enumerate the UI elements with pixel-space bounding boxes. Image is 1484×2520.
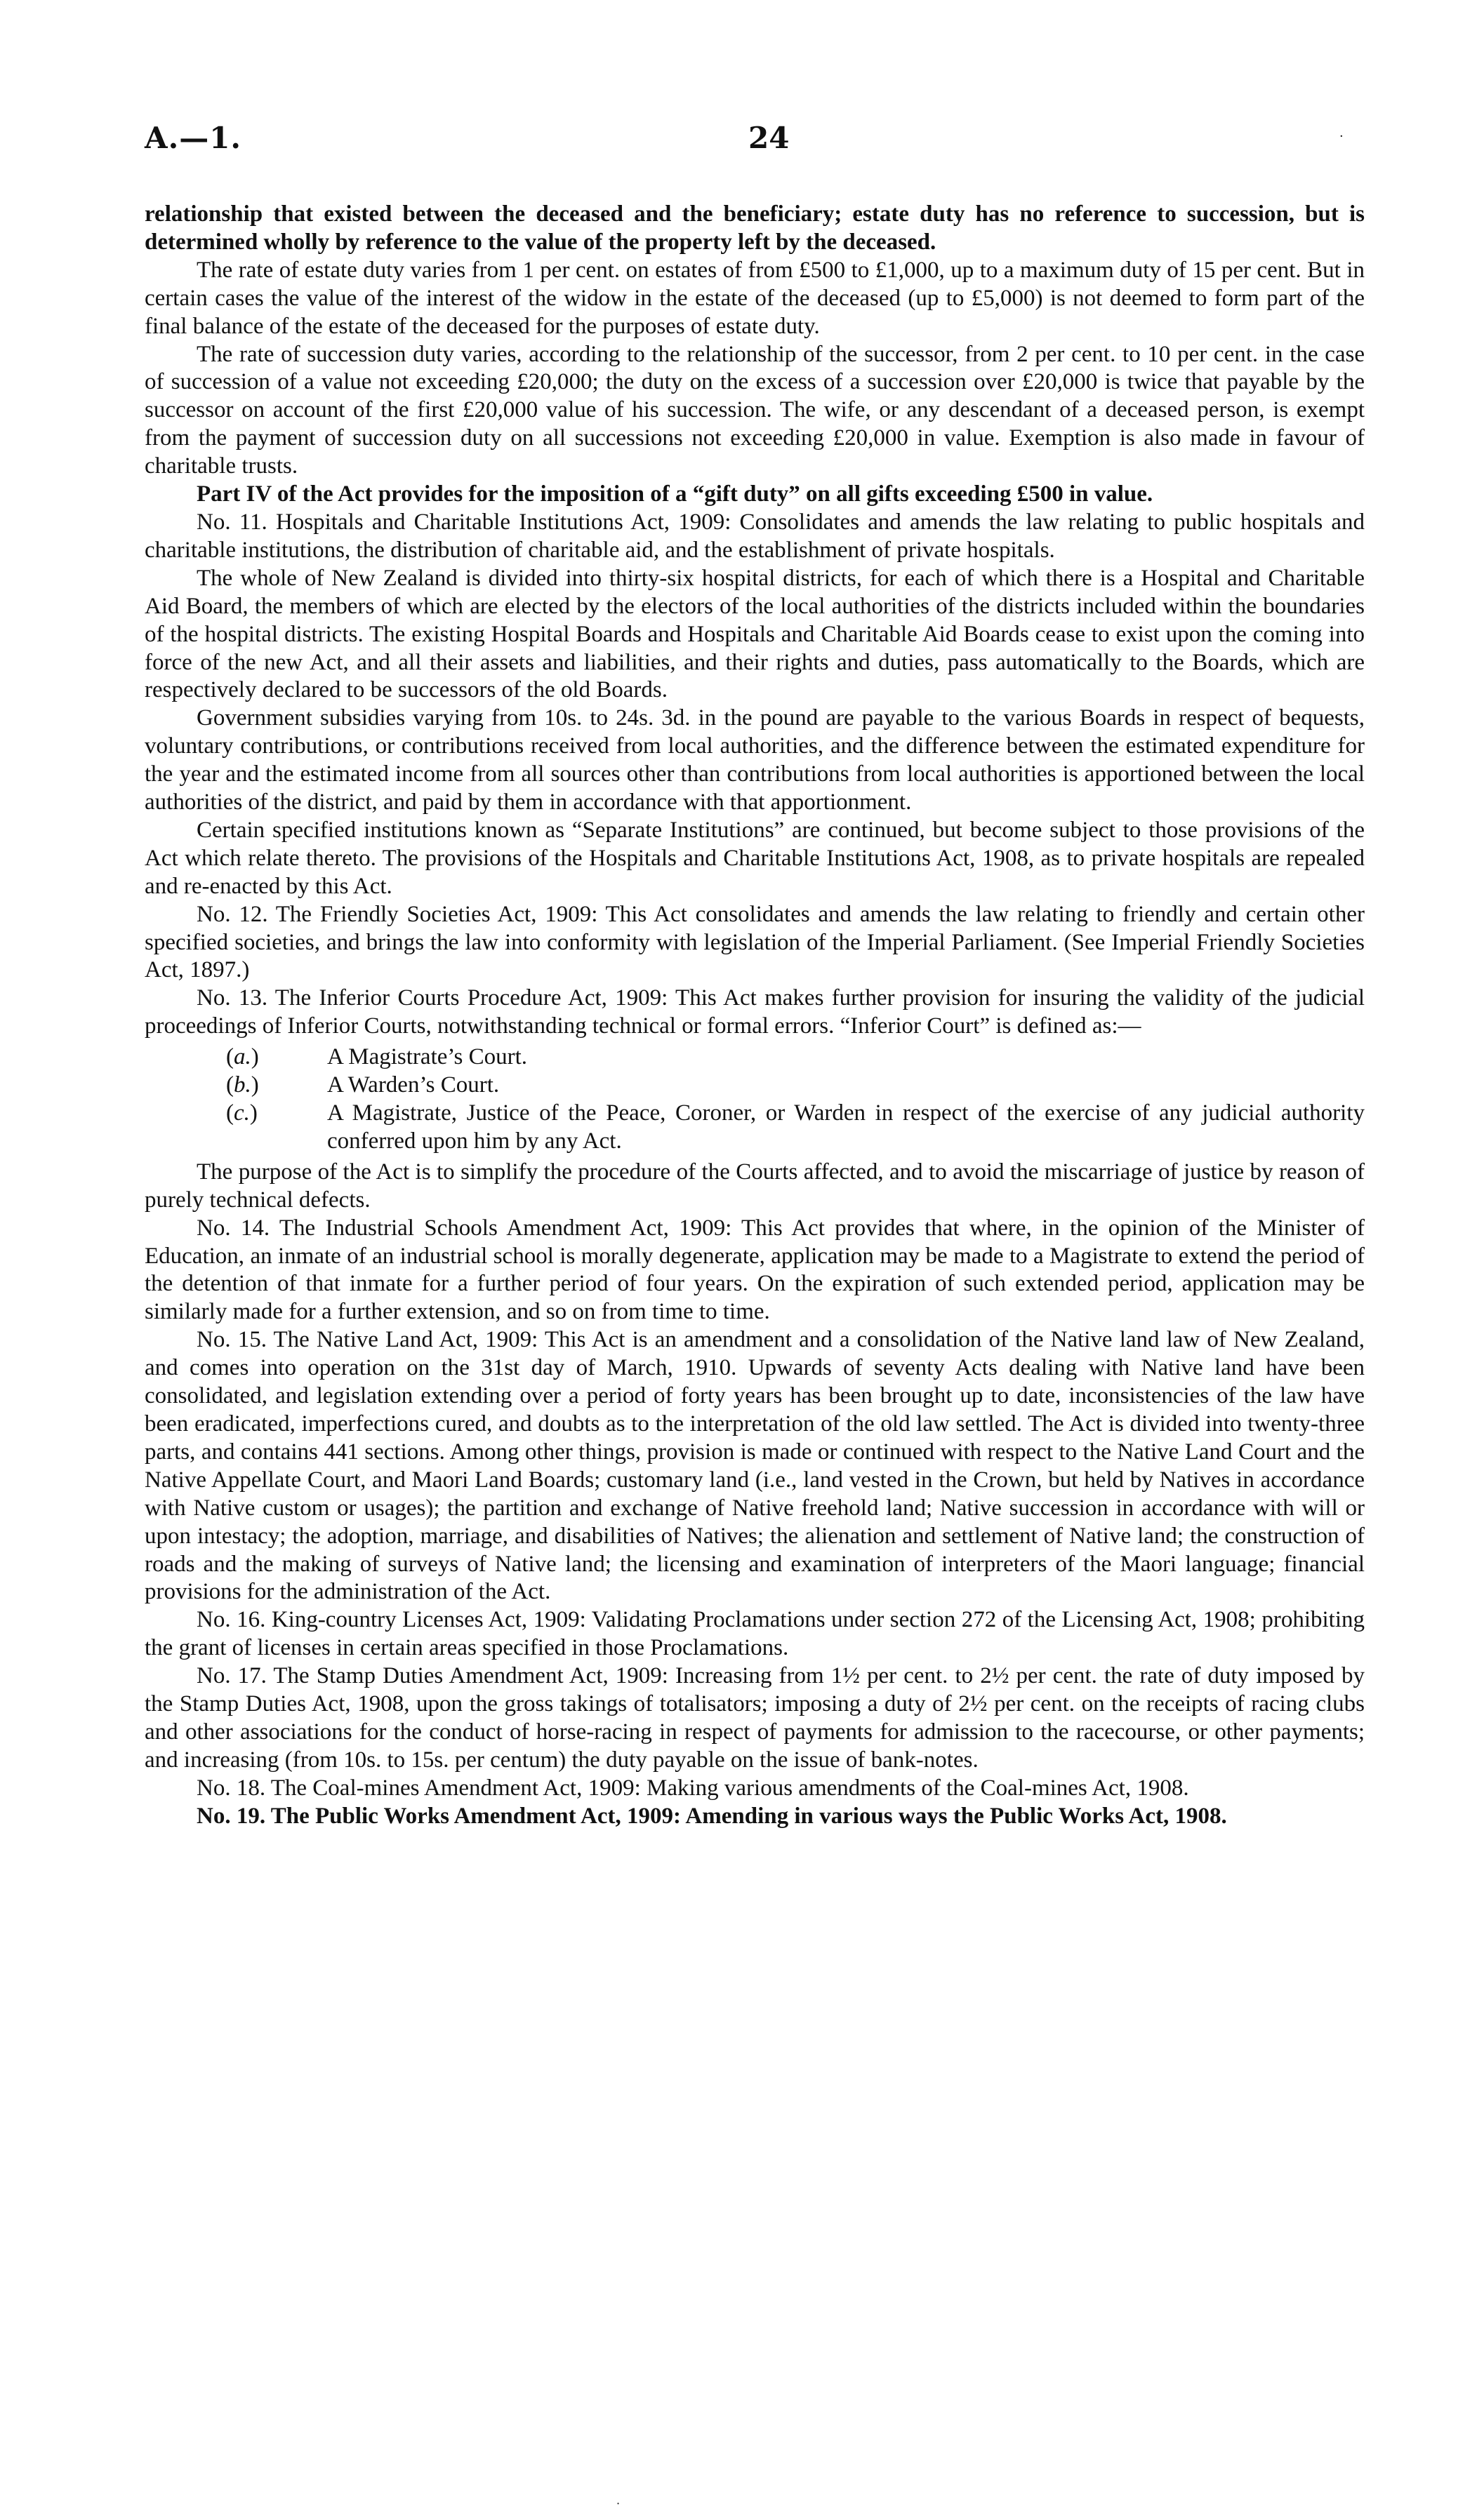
paragraph-hospital-districts: The whole of New Zealand is divided into thirty-six hospital districts, for each of which there is a Hospital and Charitable Aid Board, the members of which are elected by the electors of the local authorities of the districts included within the boundaries of the hospital districts. The existing Hospital Boards and Hospitals and Charitable Aid Boards cease to exist upon the coming into force of the new Act, and all their assets and liabilities, and their rights and duties, pass automatically to the Boards, which are respectively declared to be successors of the old Boards. bbox=[145, 565, 1365, 703]
list-item bbox=[226, 1044, 1365, 1072]
paragraph-act-no-18: No. 18. The Coal-mines Amendment Act, 1909: Making various amendments of the Coal-mines Act, 1908. bbox=[197, 1775, 1189, 1801]
list-item-text: A Warden’s Court. bbox=[327, 1072, 500, 1098]
paragraph-separate-institutions: Certain specified institutions known as “Separate Institutions” are continued, but become subject to those provisions of the Act which relate thereto. The provisions of the Hospitals and Charitable Institutions Act, 1908, as to private hospitals are repealed and re-enacted by this Act. bbox=[145, 817, 1365, 899]
list-item-text: A Magistrate’s Court. bbox=[327, 1044, 528, 1070]
header-mark: · bbox=[1339, 129, 1344, 144]
footer-mark: · bbox=[616, 2497, 621, 2510]
paragraph-act-no-16: No. 16. King-country Licenses Act, 1909: Validating Proclamations under section 272 of the Licensing Act, 1908; prohibiting the grant of licenses in certain areas specified in those Proclamations. bbox=[145, 1607, 1365, 1661]
paragraph-succession-duty-rate: The rate of succession duty varies, according to the relationship of the successor, from 2 per cent. to 10 per cent. in the case of succession of a value not exceeding £20,000; the duty on the excess of a succession over £20,000 is twice that payable by the successor on account of the first £20,000 value of his succession. The wife, or any descendant of a deceased person, is exempt from the payment of succession duty on all successions not exceeding £20,000 in value. Exemption is also made in favour of charitable trusts. bbox=[145, 341, 1365, 479]
inferior-court-list bbox=[145, 1044, 1365, 1156]
paragraph-act-no-15: No. 15. The Native Land Act, 1909: This Act is an amendment and a consolidation of the Native land law of New Zealand, and comes into operation on the 31st day of March, 1910. Upwards of seventy Acts dealing with Native land have been consolidated, and legislation extending over a period of forty years has been brought up to date, inconsistencies of the law have been eradicated, imperfections cured, and doubts as to the interpretation of the old law settled. The Act is divided into twenty-three parts, and contains 441 sections. Among other things, provision is made or continued with respect to the Native Land Court and the Native Appellate Court, and Maori Land Boards; customary land (i.e., land vested in the Crown, but held by Natives in accordance with Native custom or usages); the partition and exchange of Native freehold land; Native succession in accordance with will or upon intestacy; the adoption, marriage, and disabilities of Natives; the alienation and settlement of Native land; the construction of roads and the making of surveys of Native land; the licensing and examination of interpreters of the Maori language; financial provisions for the administration of the Act. bbox=[145, 1327, 1365, 1605]
page-header bbox=[145, 121, 1366, 163]
paragraph-estate-duty-continued: relationship that existed between the deceased and the beneficiary; estate duty has no reference to succession, but is determined wholly by reference to the value of the property left by the deceased. bbox=[145, 201, 1365, 255]
list-item bbox=[226, 1072, 1365, 1100]
page-number: 24 bbox=[748, 121, 790, 155]
list-item bbox=[226, 1100, 1365, 1156]
document-reference: A.—1. bbox=[145, 121, 242, 155]
paragraph-act-no-13: No. 13. The Inferior Courts Procedure Act, 1909: This Act makes further provision for insuring the validity of the judicial proceedings of Inferior Courts, notwithstanding technical or formal errors. “Inferior Court” is defined as:— bbox=[145, 985, 1365, 1039]
list-marker: (c.) bbox=[226, 1100, 258, 1126]
paragraph-act-no-12: No. 12. The Friendly Societies Act, 1909: This Act consolidates and amends the law relating to friendly and certain other specified societies, and brings the law into conformity with legislation of the Imperial Parliament. (See Imperial Friendly Societies Act, 1897.) bbox=[145, 901, 1365, 983]
body-text bbox=[145, 201, 1365, 1831]
paragraph-act-no-19: No. 19. The Public Works Amendment Act, 1909: Amending in various ways the Public Works Act, 1908. bbox=[197, 1803, 1227, 1829]
paragraph-act-no-17: No. 17. The Stamp Duties Amendment Act, 1909: Increasing from 1½ per cent. to 2½ per cent. the rate of duty imposed by the Stamp Duties Act, 1908, upon the gross takings of totalisators; imposing a duty of 2½ per cent. on the receipts of racing clubs and other associations for the conduct of horse-racing in respect of payments for admission to the racecourse, or other payments; and increasing (from 10s. to 15s. per centum) the duty payable on the issue of bank-notes. bbox=[145, 1663, 1365, 1773]
list-marker: (b.) bbox=[226, 1072, 259, 1098]
paragraph-estate-duty-rate: The rate of estate duty varies from 1 per cent. on estates of from £500 to £1,000, up to a maximum duty of 15 per cent. But in certain cases the value of the interest of the widow in the estate of the deceased (up to £5,000) is not deemed to form part of the final balance of the estate of the deceased for the purposes of estate duty. bbox=[145, 257, 1365, 339]
list-item-text: A Magistrate, Justice of the Peace, Coroner, or Warden in respect of the exercise of any judicial authority conferred upon him by any Act. bbox=[327, 1100, 1365, 1154]
paragraph-gift-duty: Part IV of the Act provides for the imposition of a “gift duty” on all gifts exceeding £500 in value. bbox=[197, 481, 1153, 507]
paragraph-act-purpose: The purpose of the Act is to simplify the procedure of the Courts affected, and to avoid the miscarriage of justice by reason of purely technical defects. bbox=[145, 1159, 1365, 1213]
list-marker: (a.) bbox=[226, 1044, 259, 1070]
paragraph-government-subsidies: Government subsidies varying from 10s. to 24s. 3d. in the pound are payable to the various Boards in respect of bequests, voluntary contributions, or contributions received from local authorities, and the difference between the estimated expenditure for the year and the estimated income from all sources other than contributions from local authorities is apportioned between the local authorities of the district, and paid by them in accordance with that apportionment. bbox=[145, 705, 1365, 815]
paragraph-act-no-14: No. 14. The Industrial Schools Amendment Act, 1909: This Act provides that where, in the opinion of the Minister of Education, an inmate of an industrial school is morally degenerate, application may be made to a Magistrate to extend the period of the detention of that inmate for a further period of four years. On the expiration of such extended period, application may be similarly made for a further extension, and so on from time to time. bbox=[145, 1215, 1365, 1325]
paragraph-act-no-11: No. 11. Hospitals and Charitable Institutions Act, 1909: Consolidates and amends the law relating to public hospitals and charitable institutions, the distribution of charitable aid, and the establishment of private hospitals. bbox=[145, 509, 1365, 563]
